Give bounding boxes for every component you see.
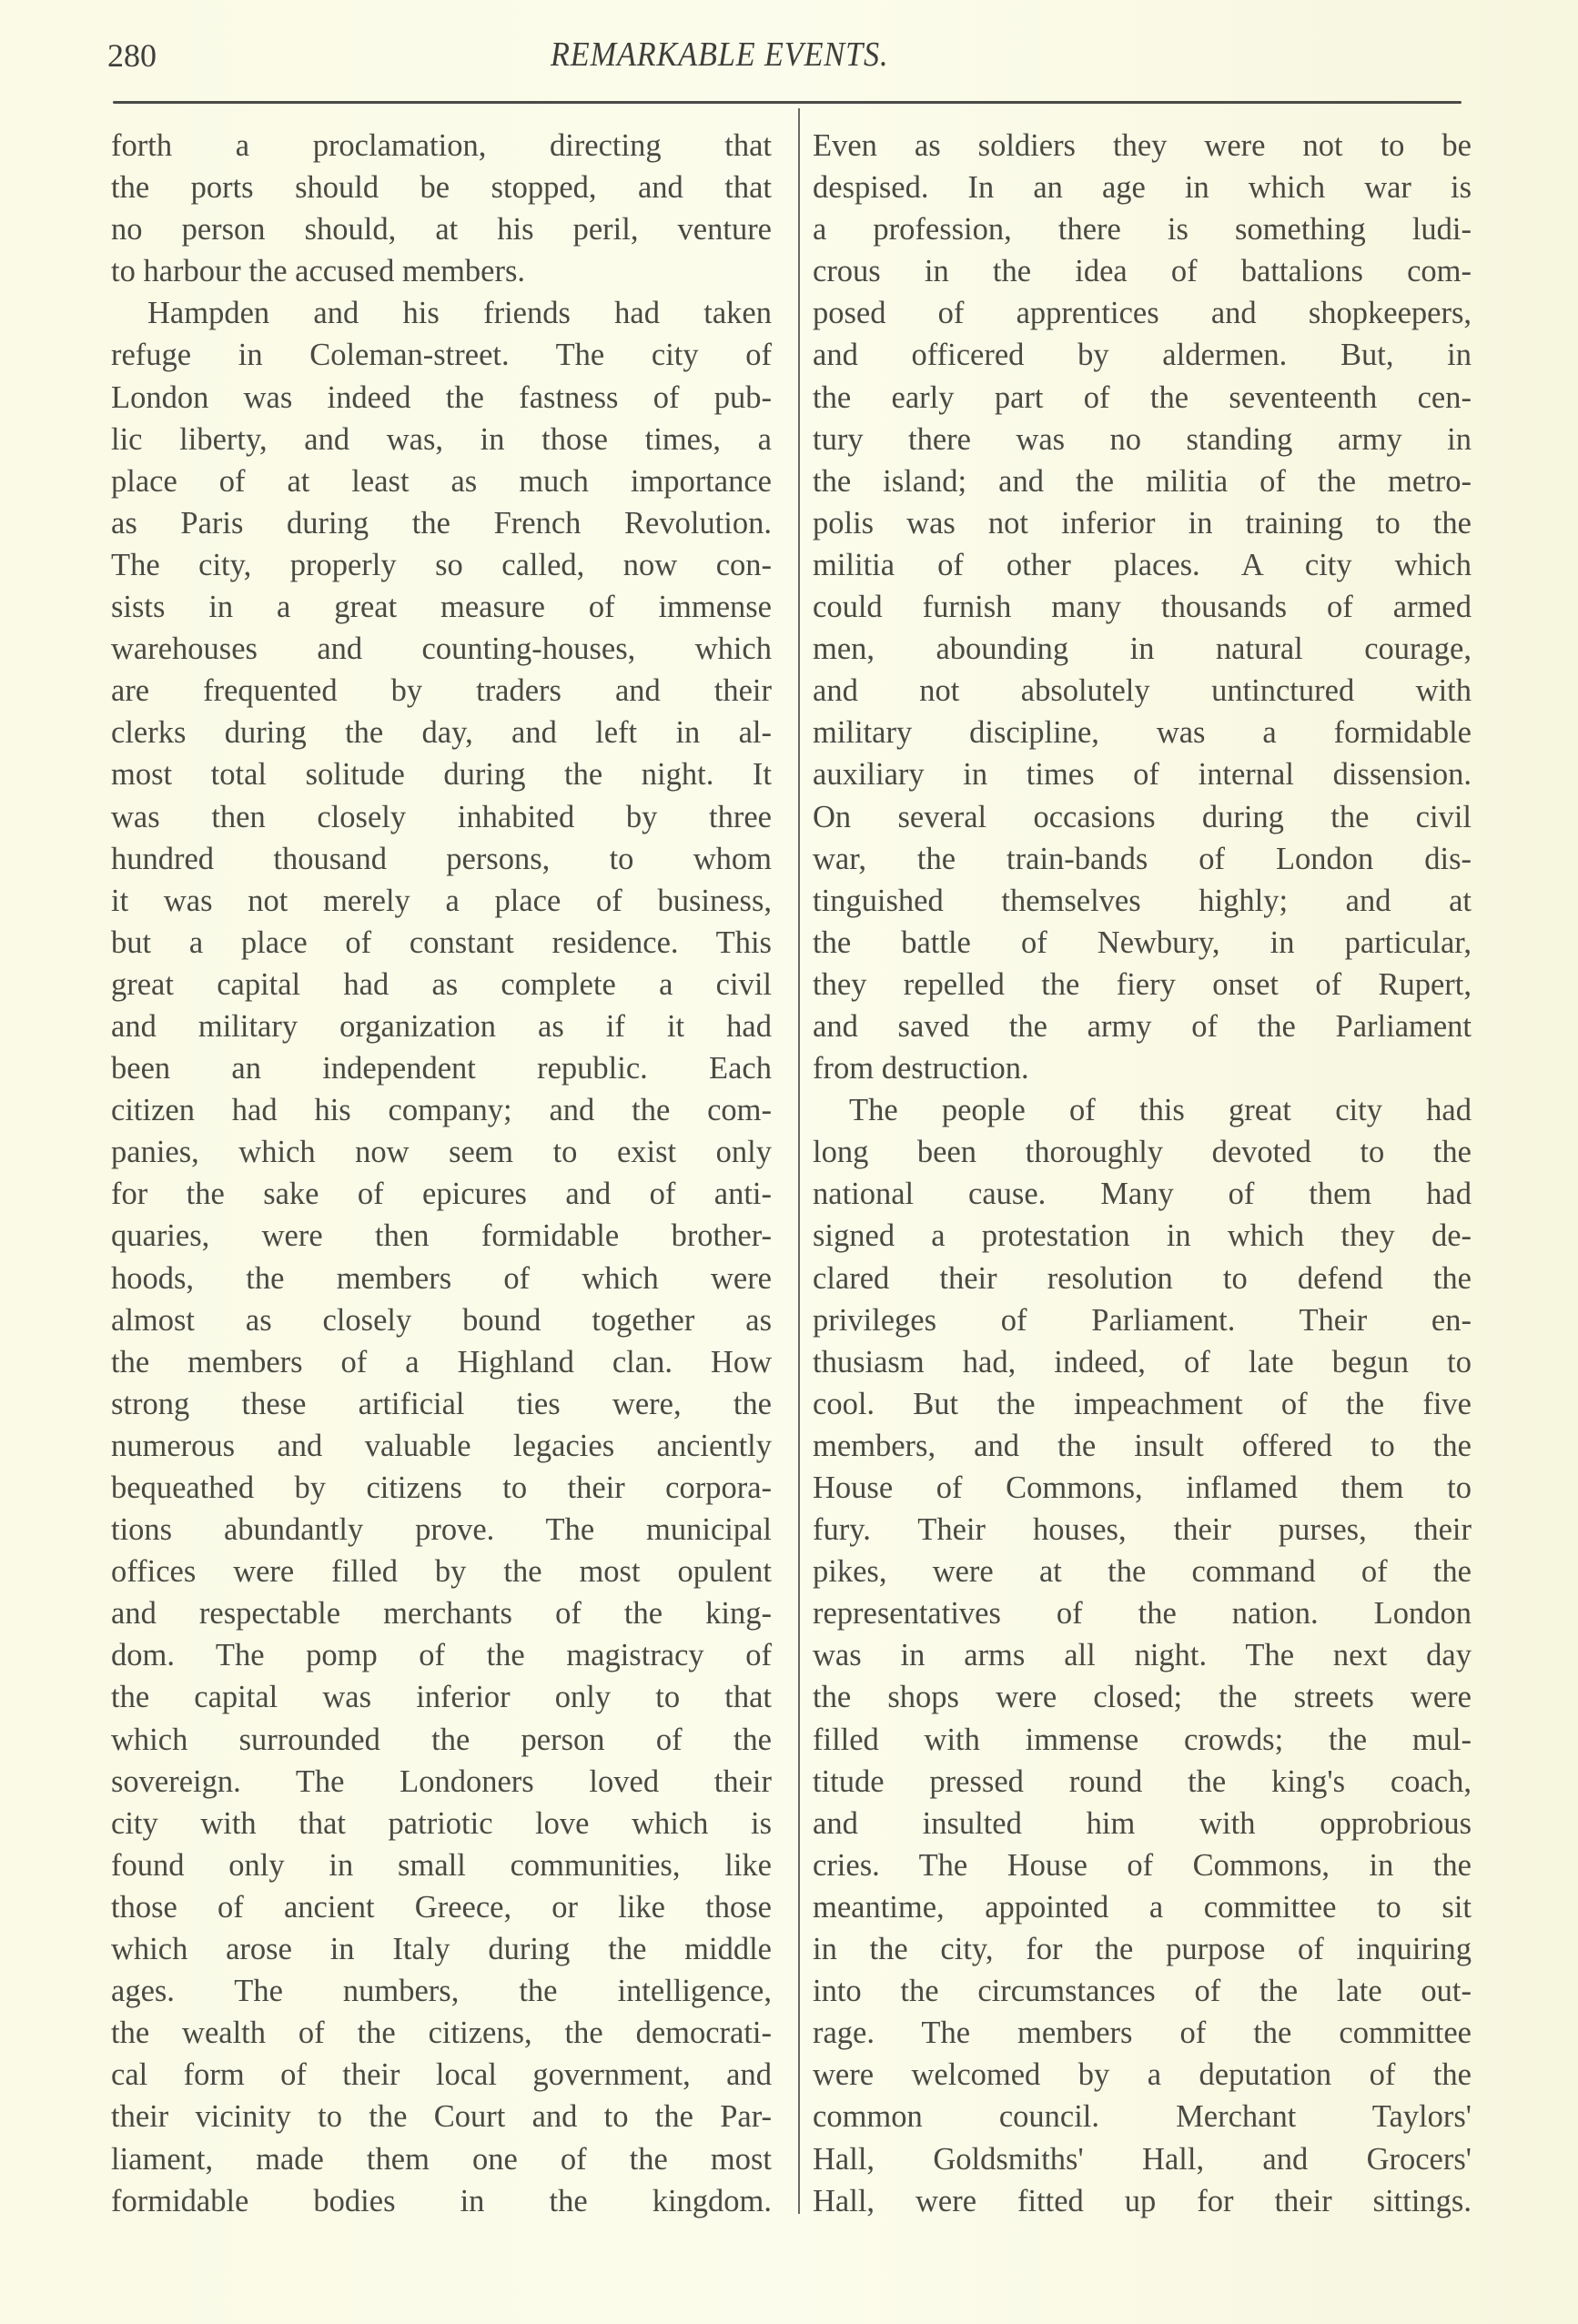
text-line: Hampden and his friends had taken [147, 296, 772, 331]
text-line: numerous and valuable legacies anciently [111, 1428, 772, 1463]
text-line: it was not merely a place of business, [111, 883, 772, 918]
text-line: the capital was inferior only to that [111, 1680, 772, 1715]
text-line: tions abundantly prove. The municipal [111, 1512, 772, 1548]
text-line: no person should, at his peril, venture [111, 212, 772, 248]
text-line: clared their resolution to defend the [813, 1260, 1472, 1296]
text-line: in the city, for the purpose of inquiring [813, 1932, 1472, 1967]
text-line: Even as soldiers they were not to be [813, 128, 1472, 163]
running-title: REMARKABLE EVENTS. [551, 35, 889, 74]
text-line: polis was not inferior in training to the [813, 505, 1472, 541]
text-line: as Paris during the French Revolution. [111, 505, 772, 541]
text-line: and officered by aldermen. But, in [813, 338, 1472, 373]
text-line: crous in the idea of battalions com- [813, 254, 1472, 289]
text-line: the island; and the militia of the metro- [813, 463, 1472, 499]
text-line: almost as closely bound together as [111, 1302, 772, 1338]
text-line: pikes, were at the command of the [813, 1554, 1472, 1590]
text-line: offices were filled by the most opulent [111, 1554, 772, 1590]
text-line: bequeathed by citizens to their corpora- [111, 1470, 772, 1505]
text-line: was then closely inhabited by three [111, 799, 772, 834]
text-line: dom. The pomp of the magistracy of [111, 1638, 772, 1673]
text-line: long been thoroughly devoted to the [813, 1135, 1472, 1170]
text-line: they repelled the fiery onset of Rupert, [813, 966, 1472, 1002]
text-line: great capital had as complete a civil [111, 966, 772, 1002]
text-line: national cause. Many of them had [813, 1177, 1472, 1212]
column-divider [798, 108, 800, 2214]
text-line: most total solitude during the night. It [111, 757, 772, 793]
text-line: men, abounding in natural courage, [813, 632, 1472, 667]
text-line: and insulted him with opprobrious [813, 1805, 1472, 1841]
text-line: from destruction. [813, 1051, 1029, 1086]
text-line: the early part of the seventeenth cen- [813, 379, 1472, 415]
text-line: London was indeed the fastness of pub- [111, 379, 772, 415]
text-line: On several occasions during the civil [813, 799, 1472, 834]
text-line: the ports should be stopped, and that [111, 170, 772, 206]
text-line: Hall, were fitted up for their sittings. [813, 2183, 1472, 2218]
text-line: a profession, there is something ludi- [813, 212, 1472, 248]
text-line: the shops were closed; the streets were [813, 1680, 1472, 1715]
text-line: House of Commons, inflamed them to [813, 1470, 1472, 1505]
text-line: signed a protestation in which they de- [813, 1218, 1472, 1254]
text-line: ages. The numbers, the intelligence, [111, 1974, 772, 2009]
text-line: but a place of constant residence. This [111, 925, 772, 960]
text-line: refuge in Coleman-street. The city of [111, 338, 772, 373]
text-line: liament, made them one of the most [111, 2141, 772, 2177]
text-line: found only in small communities, like [111, 1847, 772, 1883]
text-line: was in arms all night. The next day [813, 1638, 1472, 1673]
text-line: clerks during the day, and left in al- [111, 715, 772, 751]
text-line: could furnish many thousands of armed [813, 590, 1472, 625]
header-rule [113, 101, 1462, 104]
page-number: 280 [107, 37, 157, 74]
text-line: tinguished themselves highly; and at [813, 883, 1472, 918]
text-line: their vicinity to the Court and to the Par- [111, 2099, 772, 2135]
text-line: quaries, were then formidable brother- [111, 1218, 772, 1254]
text-line: for the sake of epicures and of anti- [111, 1177, 772, 1212]
text-line: and respectable merchants of the king- [111, 1596, 772, 1632]
text-line: warehouses and counting-houses, which [111, 632, 772, 667]
text-line: fury. Their houses, their purses, their [813, 1512, 1472, 1548]
text-line: cal form of their local government, and [111, 2057, 772, 2093]
text-line: filled with immense crowds; the mul- [813, 1722, 1472, 1757]
text-line: titude pressed round the king's coach, [813, 1763, 1472, 1799]
text-line: meantime, appointed a committee to sit [813, 1889, 1472, 1925]
text-line: which surrounded the person of the [111, 1722, 772, 1757]
text-line: citizen had his company; and the com- [111, 1093, 772, 1128]
text-line: the members of a Highland clan. How [111, 1344, 772, 1379]
text-line: to harbour the accused members. [111, 254, 526, 289]
text-line: cool. But the impeachment of the five [813, 1386, 1472, 1421]
text-line: representatives of the nation. London [813, 1596, 1472, 1632]
text-line: common council. Merchant Taylors' [813, 2099, 1472, 2135]
text-line: cries. The House of Commons, in the [813, 1847, 1472, 1883]
text-line: strong these artificial ties were, the [111, 1386, 772, 1421]
text-line: The people of this great city had [849, 1093, 1472, 1128]
text-line: city with that patriotic love which is [111, 1805, 772, 1841]
text-line: war, the train-bands of London dis- [813, 841, 1472, 876]
text-line: tury there was no standing army in [813, 421, 1472, 457]
text-line: rage. The members of the committee [813, 2016, 1472, 2051]
text-line: Hall, Goldsmiths' Hall, and Grocers' [813, 2141, 1472, 2177]
text-line: been an independent republic. Each [111, 1051, 772, 1086]
text-line: posed of apprentices and shopkeepers, [813, 296, 1472, 331]
text-line: privileges of Parliament. Their en- [813, 1302, 1472, 1338]
text-line: sovereign. The Londoners loved their [111, 1763, 772, 1799]
text-line: into the circumstances of the late out- [813, 1974, 1472, 2009]
text-line: which arose in Italy during the middle [111, 1932, 772, 1967]
text-column-left [111, 125, 772, 2222]
text-line: were welcomed by a deputation of the [813, 2057, 1472, 2093]
text-line: are frequented by traders and their [111, 673, 772, 709]
text-line: hoods, the members of which were [111, 1260, 772, 1296]
text-line: the battle of Newbury, in particular, [813, 925, 1472, 960]
text-line: those of ancient Greece, or like those [111, 1889, 772, 1925]
text-line: and saved the army of the Parliament [813, 1008, 1472, 1044]
text-line: thusiasm had, indeed, of late begun to [813, 1344, 1472, 1379]
text-line: despised. In an age in which war is [813, 170, 1472, 206]
text-line: place of at least as much importance [111, 463, 772, 499]
text-line: auxiliary in times of internal dissension. [813, 757, 1472, 793]
text-line: militia of other places. A city which [813, 547, 1472, 582]
text-line: panies, which now seem to exist only [111, 1135, 772, 1170]
text-line: the wealth of the citizens, the democrati- [111, 2016, 772, 2051]
text-line: forth a proclamation, directing that [111, 128, 772, 163]
text-column-right [813, 125, 1472, 2222]
text-line: The city, properly so called, now con- [111, 547, 772, 582]
text-line: sists in a great measure of immense [111, 590, 772, 625]
text-line: and not absolutely untinctured with [813, 673, 1472, 709]
text-line: military discipline, was a formidable [813, 715, 1472, 751]
text-line: and military organization as if it had [111, 1008, 772, 1044]
text-line: lic liberty, and was, in those times, a [111, 421, 772, 457]
text-line: hundred thousand persons, to whom [111, 841, 772, 876]
text-line: members, and the insult offered to the [813, 1428, 1472, 1463]
text-line: formidable bodies in the kingdom. [111, 2183, 772, 2218]
